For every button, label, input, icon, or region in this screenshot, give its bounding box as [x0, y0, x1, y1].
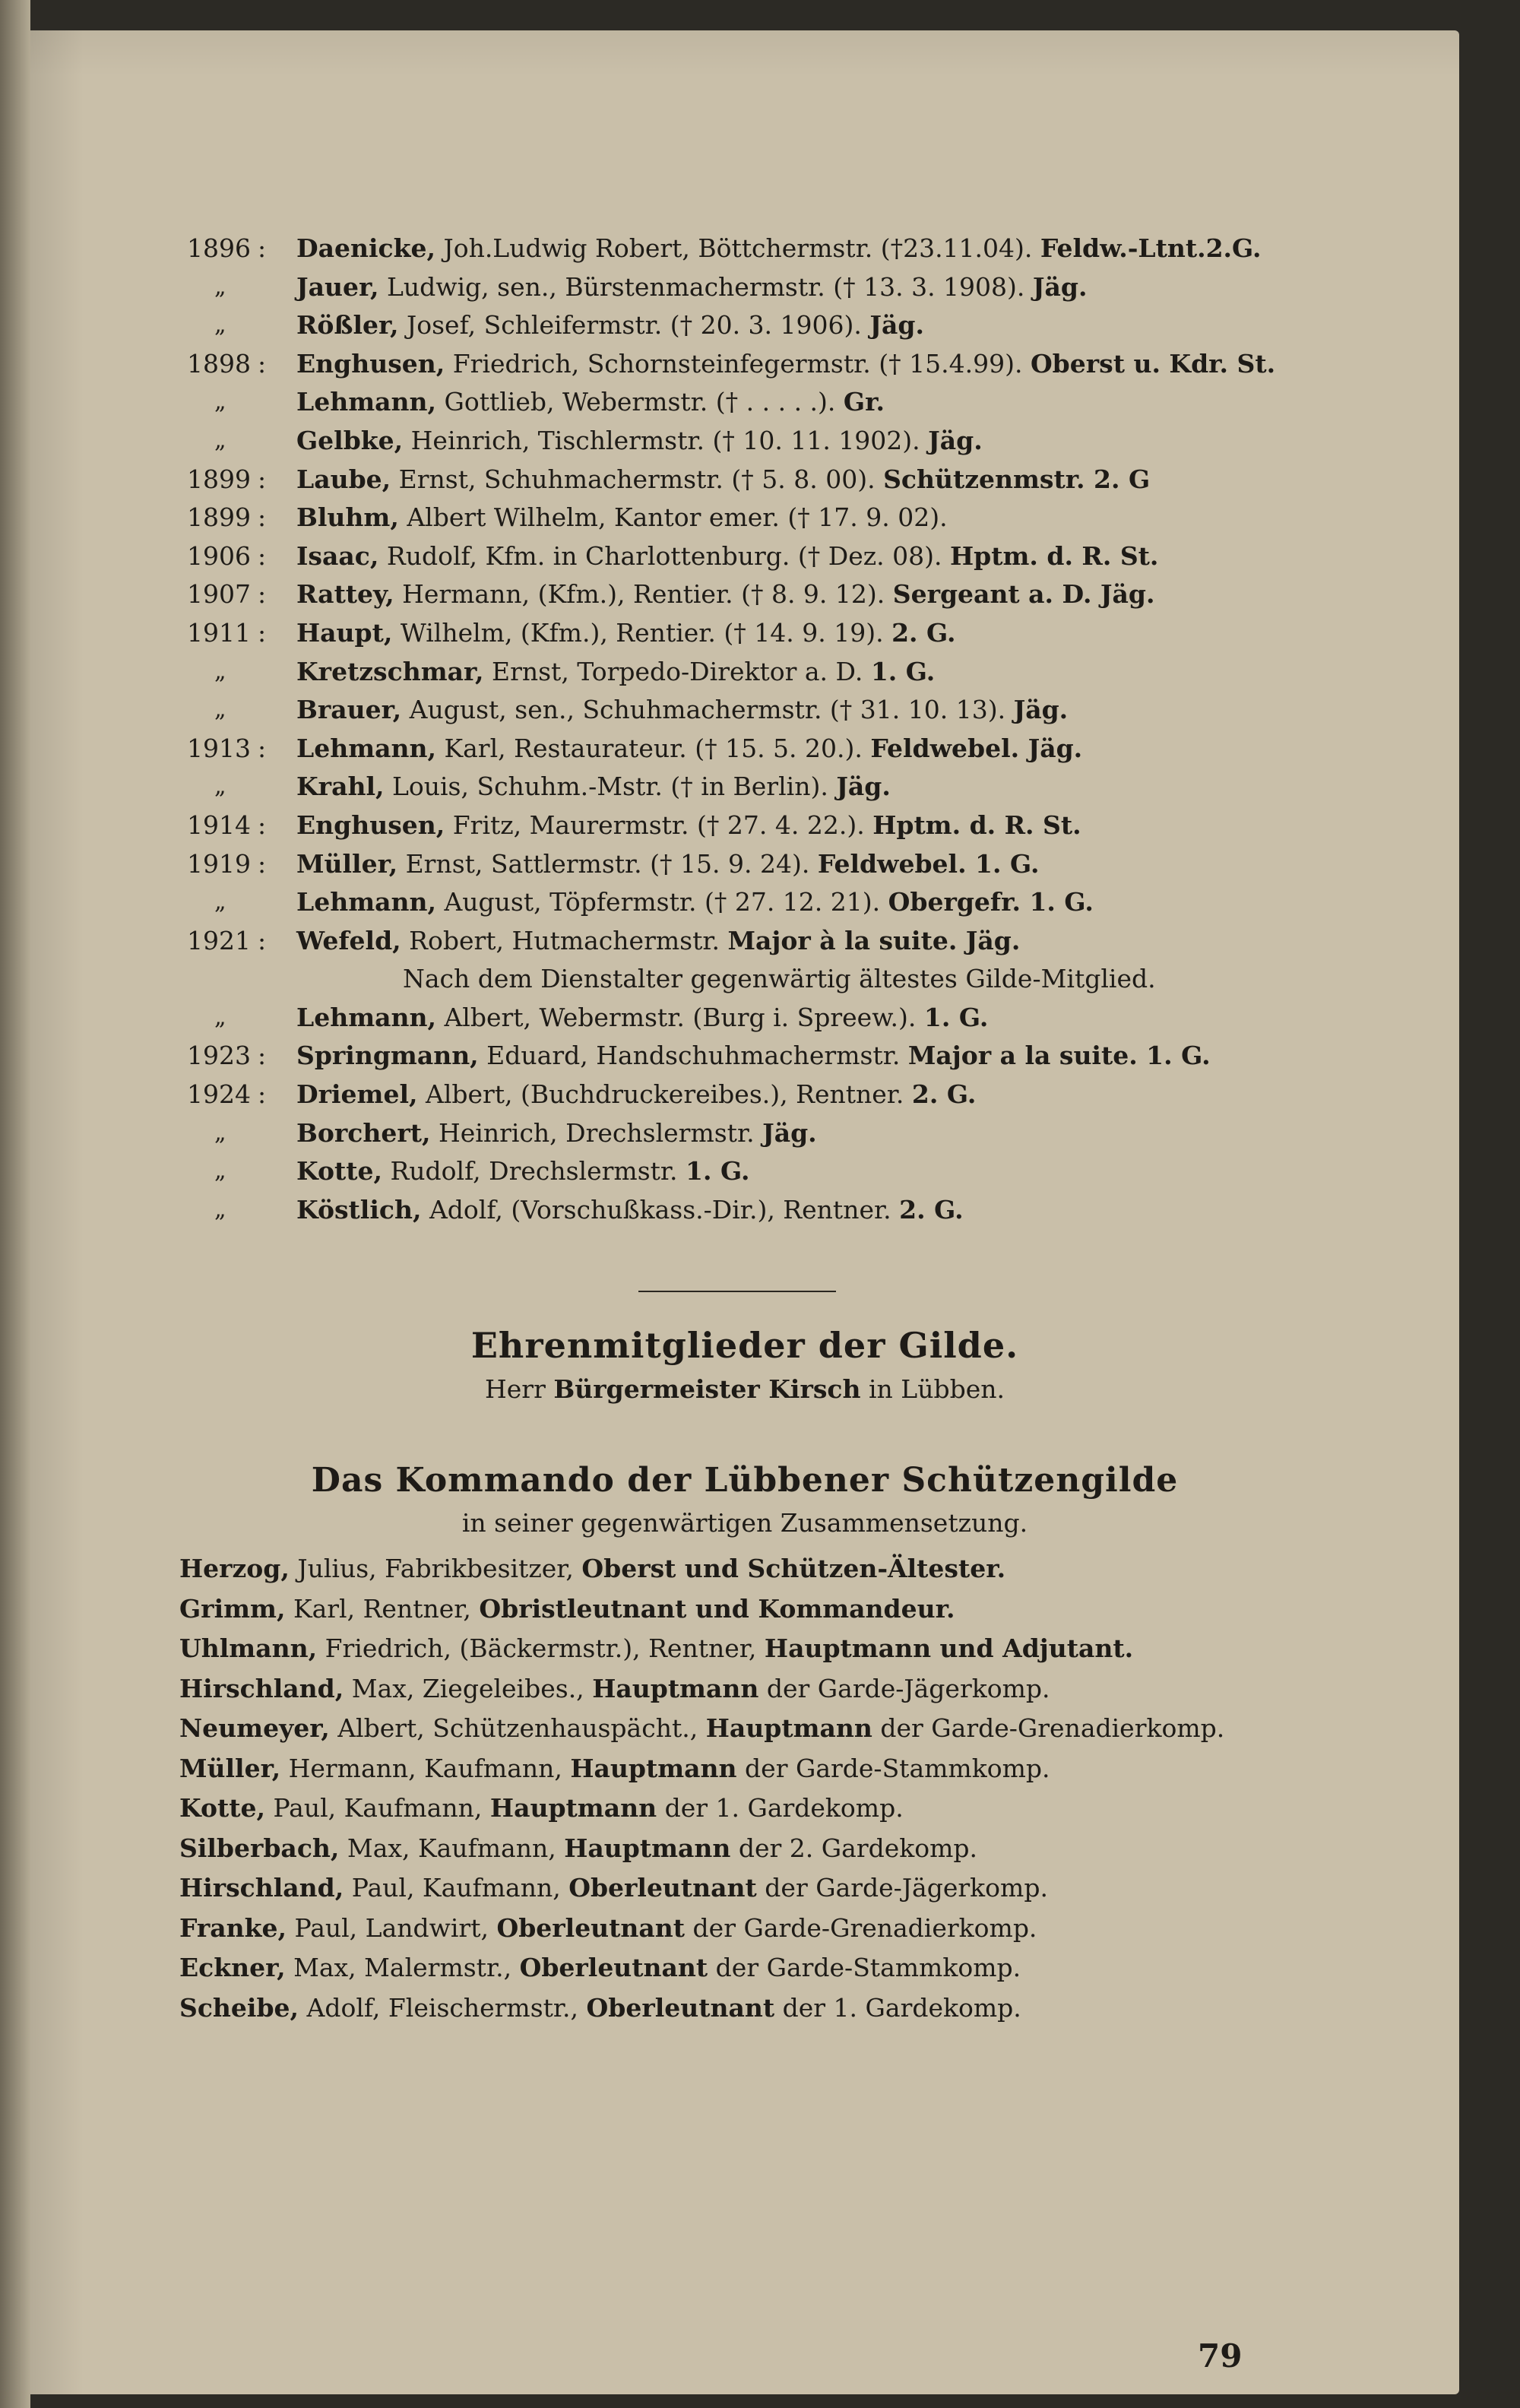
member-year-colon: :	[258, 579, 267, 610]
command-name: Müller,	[179, 1753, 281, 1783]
member-name: Müller,	[296, 848, 398, 879]
member-year-colon: :	[258, 1041, 267, 1071]
member-entry	[296, 730, 1082, 768]
command-name: Grimm,	[179, 1593, 286, 1624]
member-row	[167, 306, 1338, 345]
member-entry	[296, 999, 988, 1037]
member-year: 1907	[187, 579, 251, 610]
member-rank: Jäg.	[869, 310, 924, 341]
ditto-mark: „	[214, 426, 226, 454]
command-unit: der Garde-Jägerkomp.	[766, 1673, 1050, 1703]
member-year-colon: :	[258, 540, 267, 571]
member-name: Haupt,	[296, 617, 393, 648]
member-name: Enghusen,	[296, 348, 445, 379]
command-rank: Hauptmann und Adjutant.	[764, 1633, 1134, 1663]
command-details: Max, Ziegeleibes.,	[351, 1673, 584, 1703]
command-details: Paul, Landwirt,	[294, 1912, 489, 1943]
command-list	[179, 1549, 1365, 2028]
member-rank: 1. G.	[686, 1156, 750, 1187]
member-year-colon: :	[258, 617, 267, 648]
member-rank: Gr.	[843, 387, 885, 417]
member-rank: 2. G.	[911, 1079, 977, 1110]
member-name: Enghusen,	[296, 810, 445, 840]
member-details: Gottlieb, Webermstr. († . . . . .).	[444, 387, 836, 417]
member-rank: Feldwebel. Jäg.	[870, 733, 1083, 763]
member-details: Hermann, (Kfm.), Rentier. († 8. 9. 12).	[402, 579, 885, 610]
member-rank: Hptm. d. R. St.	[949, 540, 1159, 571]
member-entry	[296, 806, 1081, 844]
member-year-colon: :	[258, 810, 267, 840]
member-row	[167, 883, 1338, 922]
member-year-colon: :	[258, 502, 267, 533]
member-year-colon: :	[258, 1079, 267, 1110]
command-name: Franke,	[179, 1912, 287, 1943]
member-row	[167, 1152, 1338, 1191]
member-year: 1906	[187, 540, 251, 571]
member-details: August, Töpfermstr. († 27. 12. 21).	[444, 887, 881, 917]
member-name: Lehmann,	[296, 1002, 436, 1032]
member-details: Adolf, (Vorschußkass.-Dir.), Rentner.	[429, 1194, 891, 1225]
member-details: Rudolf, Kfm. in Charlottenburg. († Dez. 08).	[386, 540, 942, 571]
honorary-line-post: in Lübben.	[869, 1374, 1005, 1404]
ditto-mark: „	[214, 273, 226, 300]
member-rank: Feldw.-Ltnt.2.G.	[1040, 233, 1262, 263]
member-row	[167, 1037, 1338, 1076]
member-row	[167, 845, 1338, 884]
member-entry	[296, 653, 935, 691]
command-row	[179, 1829, 1365, 1869]
command-details: Paul, Kaufmann,	[273, 1793, 483, 1823]
ditto-mark: „	[214, 1196, 226, 1223]
member-row	[167, 614, 1338, 653]
ditto-mark: „	[214, 889, 226, 916]
member-rank: Major a la suite. 1. G.	[907, 1041, 1211, 1071]
ditto-mark: „	[214, 312, 226, 339]
member-entry	[296, 575, 1154, 613]
member-list	[167, 230, 1338, 1229]
command-row	[179, 1549, 1365, 1589]
member-entry	[296, 383, 885, 421]
member-entry	[296, 691, 1068, 729]
member-name: Wefeld,	[296, 925, 401, 955]
member-rank: Feldwebel. 1. G.	[817, 848, 1040, 879]
member-rank: Sergeant a. D. Jäg.	[892, 579, 1155, 610]
member-rank: Schützenmstr. 2. G	[883, 464, 1151, 494]
command-name: Uhlmann,	[179, 1633, 318, 1663]
member-entry	[296, 1152, 749, 1190]
member-name: Kretzschmar,	[296, 656, 484, 686]
member-rank: Jäg.	[836, 772, 891, 802]
member-entry	[296, 1114, 817, 1152]
command-name: Scheibe,	[179, 1992, 299, 2023]
command-row	[179, 1589, 1365, 1630]
member-entry	[296, 537, 1158, 575]
command-row	[179, 1909, 1365, 1949]
member-name: Driemel,	[296, 1079, 418, 1110]
command-unit: der 1. Gardekomp.	[782, 1992, 1021, 2023]
member-details: Rudolf, Drechslermstr.	[390, 1156, 678, 1187]
member-details: Fritz, Maurermstr. († 27. 4. 22.).	[452, 810, 865, 840]
command-rank: Obristleutnant und Kommandeur.	[479, 1593, 955, 1624]
command-row	[179, 1629, 1365, 1669]
member-row	[167, 230, 1338, 268]
member-details: Albert Wilhelm, Kantor emer. († 17. 9. 02).	[407, 502, 948, 533]
member-name: Lehmann,	[296, 387, 436, 417]
member-rank: Hptm. d. R. St.	[872, 810, 1081, 840]
member-row	[167, 537, 1338, 576]
command-name: Herzog,	[179, 1554, 290, 1583]
ditto-mark: „	[214, 1158, 226, 1185]
command-unit: der Garde-Stammkomp.	[745, 1753, 1050, 1783]
member-name: Bluhm,	[296, 502, 399, 533]
command-name: Hirschland,	[179, 1873, 344, 1903]
command-rank: Oberleutnant	[568, 1873, 757, 1903]
member-details: Heinrich, Drechslermstr.	[439, 1117, 755, 1148]
member-name: Kotte,	[296, 1156, 382, 1187]
member-year: 1921	[187, 925, 251, 955]
honorary-line-pre: Herr	[485, 1374, 546, 1404]
member-name: Brauer,	[296, 695, 402, 725]
command-unit: der Garde-Stammkomp.	[715, 1953, 1021, 1982]
command-row	[179, 1749, 1365, 1789]
member-name: Lehmann,	[296, 887, 436, 917]
member-name: Gelbke,	[296, 425, 404, 455]
ditto-mark: „	[214, 1119, 226, 1146]
member-row	[167, 1076, 1338, 1114]
member-entry	[296, 1191, 964, 1229]
member-year-colon: :	[258, 233, 267, 263]
command-rank: Oberleutnant	[496, 1912, 686, 1943]
command-unit: der 2. Gardekomp.	[738, 1833, 978, 1863]
member-year: 1923	[187, 1041, 251, 1071]
command-rank: Hauptmann	[592, 1673, 759, 1703]
member-details: Wilhelm, (Kfm.), Rentier. († 14. 9. 19).	[400, 617, 884, 648]
command-rank: Hauptmann	[570, 1753, 737, 1783]
member-details: Louis, Schuhm.-Mstr. († in Berlin).	[391, 772, 828, 802]
member-year-colon: :	[258, 464, 267, 494]
command-rank: Hauptmann	[705, 1713, 872, 1743]
member-details: Eduard, Handschuhmachermstr.	[486, 1041, 901, 1071]
member-row	[167, 768, 1338, 806]
member-row	[167, 499, 1338, 537]
member-rank: 2. G.	[899, 1194, 964, 1225]
command-details: Friedrich, (Bäckermstr.), Rentner,	[325, 1633, 757, 1663]
member-year: 1898	[187, 348, 251, 379]
member-entry	[296, 461, 1150, 499]
command-rank: Hauptmann	[564, 1833, 731, 1863]
member-year: 1913	[187, 733, 251, 763]
member-details: Joh.Ludwig Robert, Böttchermstr. (†23.11.04).	[443, 233, 1033, 263]
member-rank: Jäg.	[928, 425, 983, 455]
command-details: Hermann, Kaufmann,	[288, 1753, 562, 1783]
command-details: Albert, Schützenhauspächt.,	[337, 1713, 698, 1743]
member-details: Heinrich, Tischlermstr. († 10. 11. 1902).	[410, 425, 920, 455]
member-details: Ludwig, sen., Bürstenmachermstr. († 13. 3. 1908).	[386, 271, 1025, 302]
honorary-line-name: Bürgermeister Kirsch	[553, 1374, 861, 1404]
command-row	[179, 1988, 1365, 2029]
ditto-mark: „	[214, 388, 226, 416]
command-unit: der Garde-Grenadierkomp.	[880, 1713, 1225, 1743]
member-year-colon: :	[258, 925, 267, 955]
member-rank: Oberst u. Kdr. St.	[1030, 348, 1276, 379]
command-name: Neumeyer,	[179, 1713, 330, 1743]
member-entry	[296, 883, 1094, 921]
member-year: 1899	[187, 502, 251, 533]
member-rank: Jäg.	[1013, 695, 1069, 725]
member-year: 1899	[187, 464, 251, 494]
member-name: Rößler,	[296, 310, 399, 341]
command-rank: Oberst und Schützen-Ältester.	[581, 1554, 1006, 1583]
ditto-mark: „	[214, 657, 226, 685]
member-rank: 1. G.	[870, 656, 936, 686]
command-name: Hirschland,	[179, 1673, 344, 1703]
adjacent-page-edge	[0, 0, 30, 2408]
member-row	[167, 653, 1338, 692]
member-row	[167, 268, 1338, 307]
member-year: 1911	[187, 617, 251, 648]
member-row	[167, 806, 1338, 845]
member-name: Daenicke,	[296, 233, 435, 263]
member-name: Köstlich,	[296, 1194, 422, 1225]
member-row	[167, 575, 1338, 614]
member-name: Springmann,	[296, 1041, 479, 1071]
member-details: Ernst, Torpedo-Direktor a. D.	[492, 656, 863, 686]
member-rank: Major à la suite. Jäg.	[727, 925, 1021, 955]
member-year: 1914	[187, 810, 251, 840]
member-name: Rattey,	[296, 579, 394, 610]
member-row	[167, 960, 1338, 999]
command-unit: der Garde-Grenadierkomp.	[692, 1912, 1037, 1943]
command-rank: Oberleutnant	[519, 1953, 708, 1982]
member-year-colon: :	[258, 733, 267, 763]
command-name: Eckner,	[179, 1953, 286, 1982]
member-row	[167, 1191, 1338, 1230]
command-row	[179, 1669, 1365, 1709]
member-details: August, sen., Schuhmachermstr. († 31. 10. 13).	[409, 695, 1006, 725]
ditto-mark: „	[214, 1003, 226, 1031]
ditto-mark: „	[214, 773, 226, 800]
member-name: Borchert,	[296, 1117, 431, 1148]
member-details: Robert, Hutmachermstr.	[409, 925, 720, 955]
member-name: Laube,	[296, 464, 391, 494]
member-entry	[296, 845, 1039, 883]
command-heading: Das Kommando der Lübbener Schützengilde	[311, 1461, 1179, 1500]
member-entry	[296, 345, 1275, 383]
member-entry	[296, 1037, 1211, 1075]
command-rank: Hauptmann	[489, 1793, 657, 1823]
member-name: Isaac,	[296, 540, 379, 571]
command-details: Julius, Fabrikbesitzer,	[297, 1554, 574, 1583]
ditto-mark: „	[214, 696, 226, 724]
member-row	[167, 422, 1338, 461]
command-unit: der Garde-Jägerkomp.	[765, 1873, 1048, 1903]
member-entry	[296, 1076, 976, 1114]
member-entry	[296, 614, 956, 652]
command-details: Max, Kaufmann,	[347, 1833, 556, 1863]
member-row	[167, 922, 1338, 961]
command-rank: Oberleutnant	[586, 1992, 775, 2023]
command-details: Paul, Kaufmann,	[351, 1873, 561, 1903]
member-entry	[296, 306, 924, 344]
member-details: Friedrich, Schornsteinfegermstr. († 15.4.99).	[452, 348, 1023, 379]
member-details: Karl, Restaurateur. († 15. 5. 20.).	[444, 733, 863, 763]
member-details: Ernst, Sattlermstr. († 15. 9. 24).	[405, 848, 810, 879]
member-rank: 1. G.	[923, 1002, 989, 1032]
member-details: Albert, (Buchdruckereibes.), Rentner.	[425, 1079, 904, 1110]
member-rank: 2. G.	[891, 617, 956, 648]
command-name: Silberbach,	[179, 1833, 340, 1863]
member-year: 1919	[187, 848, 251, 879]
command-details: Adolf, Fleischermstr.,	[306, 1992, 579, 2023]
member-entry	[296, 268, 1087, 306]
honorary-line	[30, 1374, 1459, 1404]
command-row	[179, 1789, 1365, 1829]
member-entry	[296, 422, 983, 460]
page-number: 79	[1198, 2337, 1243, 2375]
member-details: Albert, Webermstr. (Burg i. Spreew.).	[444, 1002, 917, 1032]
member-rank: Jäg.	[1032, 271, 1088, 302]
member-year-colon: :	[258, 348, 267, 379]
member-row	[167, 1114, 1338, 1153]
book-page	[30, 30, 1459, 2394]
member-row	[167, 730, 1338, 768]
command-name: Kotte,	[179, 1793, 265, 1823]
member-note: Nach dem Dienstalter gegenwärtig ältestes Gilde-Mitglied.	[403, 964, 1156, 994]
member-details: Ernst, Schuhmachermstr. († 5. 8. 00).	[398, 464, 876, 494]
member-row	[167, 345, 1338, 384]
command-row	[179, 1709, 1365, 1749]
member-name: Jauer,	[296, 271, 379, 302]
member-entry	[296, 768, 891, 806]
member-year: 1924	[187, 1079, 251, 1110]
member-name: Krahl,	[296, 772, 385, 802]
command-subtitle: in seiner gegenwärtigen Zusammensetzung.	[461, 1508, 1028, 1538]
command-unit: der 1. Gardekomp.	[664, 1793, 904, 1823]
member-entry	[296, 922, 1020, 960]
member-entry	[296, 230, 1262, 268]
command-row	[179, 1948, 1365, 1988]
member-year-colon: :	[258, 848, 267, 879]
member-details: Josef, Schleifermstr. († 20. 3. 1906).	[407, 310, 862, 341]
member-year: 1896	[187, 233, 251, 263]
member-rank: Jäg.	[762, 1117, 817, 1148]
member-row	[167, 461, 1338, 499]
member-row	[167, 691, 1338, 730]
member-row	[167, 383, 1338, 422]
command-details: Max, Malermstr.,	[293, 1953, 512, 1982]
honorary-heading: Ehrenmitglieder der Gilde.	[470, 1325, 1019, 1366]
section-divider	[638, 1291, 836, 1292]
member-row	[167, 999, 1338, 1038]
member-name: Lehmann,	[296, 733, 436, 763]
command-row	[179, 1868, 1365, 1909]
member-entry	[296, 499, 948, 537]
command-details: Karl, Rentner,	[293, 1593, 471, 1624]
member-rank: Obergefr. 1. G.	[888, 887, 1094, 917]
